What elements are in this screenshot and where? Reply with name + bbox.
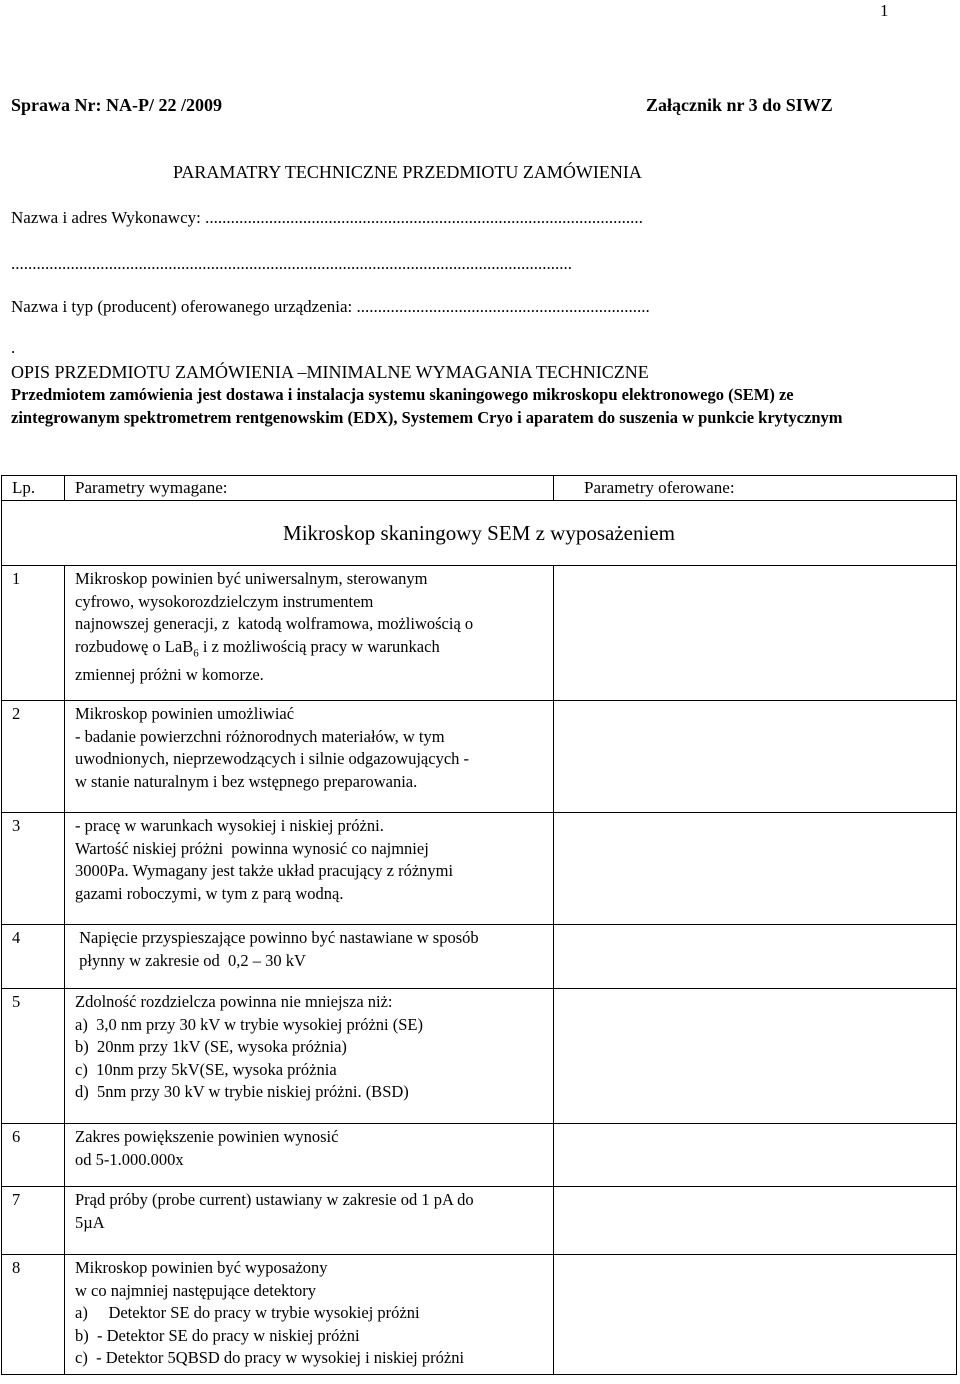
- parameter-line: - pracę w warunkach wysokiej i niskiej próżni.: [75, 816, 384, 835]
- subscript: 6: [193, 646, 199, 659]
- table-row: [2, 566, 957, 701]
- table-header-row: [2, 476, 957, 501]
- table-section-row: [2, 501, 957, 566]
- row-number: 1: [2, 566, 65, 701]
- required-parameter: [65, 1187, 554, 1255]
- row-number: 4: [2, 925, 65, 989]
- row-number: 5: [2, 989, 65, 1124]
- table-row: [2, 701, 957, 813]
- parameter-line: c) 10nm przy 5kV(SE, wysoka próżnia: [75, 1059, 337, 1079]
- row-number: 3: [2, 813, 65, 925]
- required-parameter: [65, 813, 554, 925]
- offered-parameter[interactable]: [554, 925, 957, 989]
- row-number: 8: [2, 1255, 65, 1375]
- parameter-line: Zakres powiększenie powinien wynosić: [75, 1127, 339, 1146]
- table-row: [2, 1255, 957, 1375]
- parameter-line: Prąd próby (probe current) ustawiany w zakresie od 1 pA do: [75, 1190, 474, 1209]
- device-line: Nazwa i typ (producent) oferowanego urządzenia: .....................................................................: [11, 297, 650, 316]
- page-number: 1: [880, 1, 889, 20]
- contractor-line-continued: ....................................................................................................................................: [11, 254, 572, 273]
- offered-parameter[interactable]: [554, 989, 957, 1124]
- section-heading: Mikroskop skaningowy SEM z wyposażeniem: [2, 501, 957, 566]
- device-line-continued: .: [11, 338, 16, 357]
- parameter-line: d) 5nm przy 30 kV w trybie niskiej próżni. (BSD): [75, 1082, 409, 1101]
- parameter-line: gazami roboczymi, w tym z parą wodną.: [75, 883, 344, 903]
- offered-parameter[interactable]: [554, 813, 957, 925]
- parameter-line: najnowszej generacji, z katodą wolframowa, możliwością o: [75, 614, 474, 633]
- section-title: OPIS PRZEDMIOTU ZAMÓWIENIA –MINIMALNE WYMAGANIA TECHNICZNE: [11, 362, 649, 382]
- parameter-line: płynny w zakresie od 0,2 – 30 kV: [75, 950, 306, 970]
- parameter-line: c) - Detektor 5QBSD do pracy w wysokiej i niskiej próżni: [75, 1348, 465, 1367]
- required-parameter: [65, 1255, 554, 1375]
- required-parameter: [65, 1124, 554, 1187]
- row-number: 2: [2, 701, 65, 813]
- parameter-line: Mikroskop powinien umożliwiać: [75, 704, 295, 723]
- offered-parameter[interactable]: [554, 1255, 957, 1375]
- header-offered: Parametry oferowane:: [554, 476, 957, 501]
- page-title: PARAMATRY TECHNICZNE PRZEDMIOTU ZAMÓWIENIA: [173, 162, 642, 182]
- parameter-line: Mikroskop powinien być uniwersalnym, sterowanym: [75, 569, 428, 588]
- parameter-line: a) Detektor SE do pracy w trybie wysokiej próżni: [75, 1303, 420, 1322]
- parameter-line: b) 20nm przy 1kV (SE, wysoka próżnia): [75, 1037, 347, 1056]
- header-required: Parametry wymagane:: [65, 476, 554, 501]
- parameter-line: Zdolność rozdzielcza powinna nie mniejsza niż:: [75, 992, 393, 1011]
- table-row: [2, 989, 957, 1124]
- contractor-line: Nazwa i adres Wykonawcy: .......................................................................................................: [11, 208, 643, 227]
- parameter-line: rozbudowę o LaB$_6$ i z możliwością pracy w warunkach: [75, 636, 440, 659]
- parameter-line: - badanie powierzchni różnorodnych materiałów, w tym: [75, 726, 445, 746]
- parameters-table: [1, 475, 957, 1375]
- parameter-line: 5µA: [75, 1212, 105, 1232]
- parameter-line: b) - Detektor SE do pracy w niskiej próżni: [75, 1325, 360, 1345]
- intro-paragraph: Przedmiotem zamówienia jest dostawa i instalacja systemu skaningowego mikroskopu elektronowego (SEM) ze zintegrowanym spektrometrem rentgenowskim (EDX), Systemem Cryo i aparatem do suszenia w punkcie krytycznym: [11, 385, 843, 427]
- offered-parameter[interactable]: [554, 1124, 957, 1187]
- required-parameter: [65, 989, 554, 1124]
- required-parameter: [65, 925, 554, 989]
- case-number: Sprawa Nr: NA-P/ 22 /2009: [11, 95, 222, 115]
- table-row: [2, 813, 957, 925]
- offered-parameter[interactable]: [554, 701, 957, 813]
- parameter-line: uwodnionych, nieprzewodzących i silnie odgazowujących -: [75, 749, 470, 768]
- table-row: [2, 1124, 957, 1187]
- parameter-line: Mikroskop powinien być wyposażony: [75, 1258, 328, 1277]
- parameter-line: zmiennej próżni w komorze.: [75, 665, 264, 685]
- parameter-line: cyfrowo, wysokorozdzielczym instrumentem: [75, 591, 374, 611]
- table-row: [2, 1187, 957, 1255]
- parameter-line: od 5-1.000.000x: [75, 1149, 184, 1169]
- parameter-line: w stanie naturalnym i bez wstępnego preparowania.: [75, 771, 418, 791]
- row-number: 6: [2, 1124, 65, 1187]
- required-parameter: [65, 701, 554, 813]
- parameter-line: a) 3,0 nm przy 30 kV w trybie wysokiej próżni (SE): [75, 1014, 423, 1034]
- header-lp: Lp.: [2, 476, 65, 501]
- required-parameter: [65, 566, 554, 701]
- offered-parameter[interactable]: [554, 566, 957, 701]
- offered-parameter[interactable]: [554, 1187, 957, 1255]
- parameter-line: 3000Pa. Wymagany jest także układ pracujący z różnymi: [75, 861, 454, 880]
- table-row: [2, 925, 957, 989]
- table-body: [2, 566, 957, 1375]
- parameter-line: Wartość niskiej próżni powinna wynosić co najmniej: [75, 838, 429, 858]
- parameter-line: Napięcie przyspieszające powinno być nastawiane w sposób: [75, 928, 479, 947]
- row-number: 7: [2, 1187, 65, 1255]
- attachment-label: Załącznik nr 3 do SIWZ: [646, 95, 833, 115]
- parameter-line: w co najmniej następujące detektory: [75, 1280, 316, 1300]
